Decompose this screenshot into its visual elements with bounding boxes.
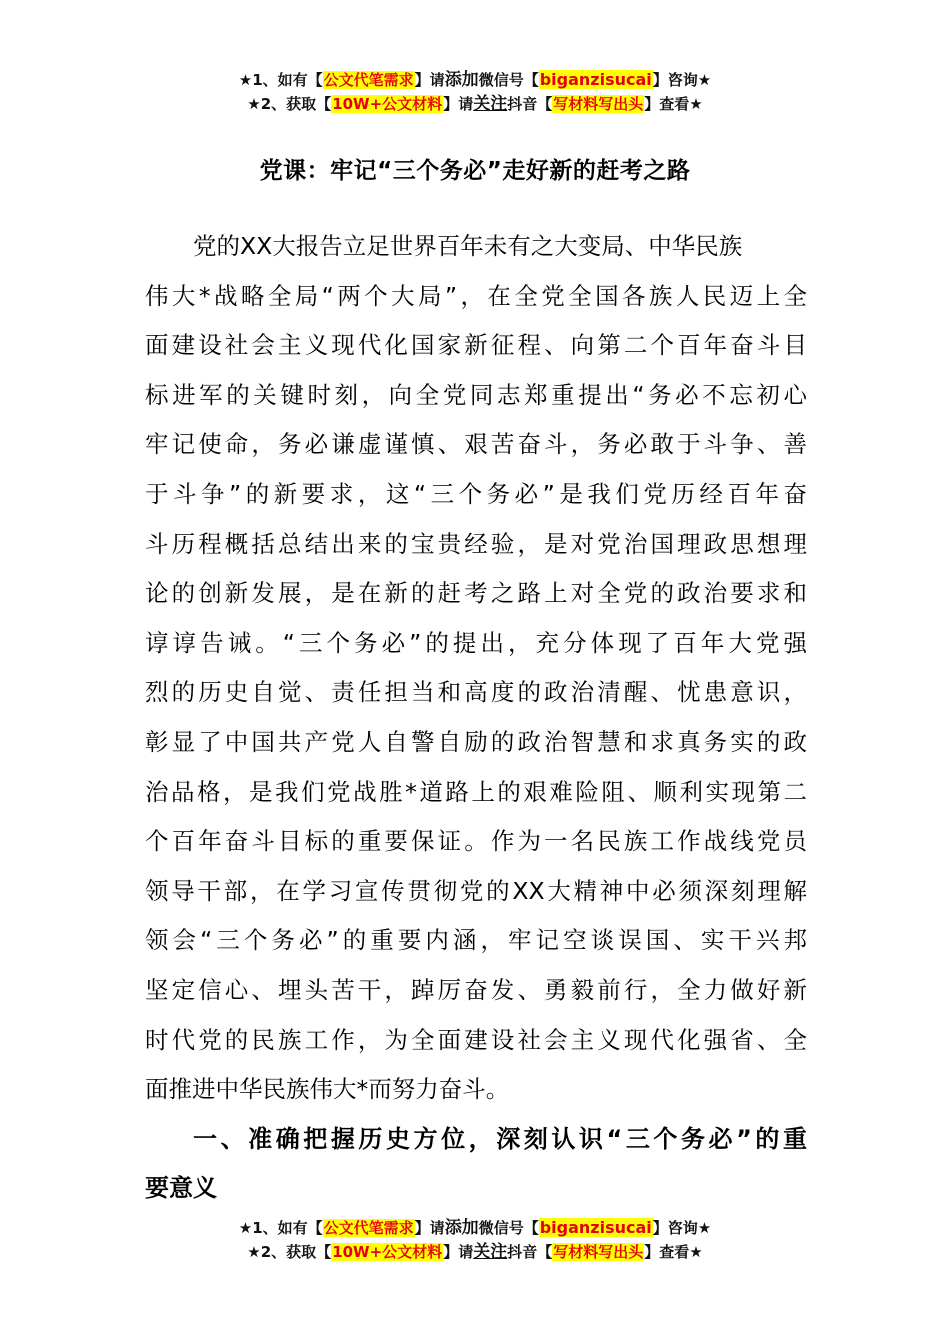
banner-text: ★2、获取【 <box>247 95 332 113</box>
paragraph-line: 牢记使命，务必谦虚谨慎、艰苦奋斗，务必敢于斗争、善 <box>145 430 807 459</box>
banner-text: ★2、获取【 <box>247 1243 332 1261</box>
banner-text: ★1、如有【 <box>238 1219 323 1237</box>
banner-text: 抖音【 <box>507 1243 553 1261</box>
highlight-materials: 10W+公文材料 <box>332 1243 443 1261</box>
paragraph-line: 面推进中华民族伟大*而努力奋斗。 <box>145 1075 510 1104</box>
banner-keyword: 添加 <box>444 70 479 90</box>
paragraph-line: 党的XX大报告立足世界百年未有之大变局、中华民族 <box>193 232 743 260</box>
paragraph-line: 个百年奋斗目标的重要保证。作为一名民族工作战线党员 <box>145 827 807 856</box>
paragraph-line: 治品格，是我们党战胜*道路上的艰难险阻、顺利实现第二 <box>145 777 807 806</box>
section-heading: 一、准确把握历史方位，深刻认识“三个务必”的重 <box>193 1124 807 1153</box>
paragraph-line: 于斗争”的新要求，这“三个务必”是我们党历经百年奋 <box>145 479 807 508</box>
banner-line-1 <box>0 68 950 92</box>
document-title: 党课：牢记“三个务必”走好新的赶考之路 <box>259 158 691 184</box>
highlight-wechat-id: biganzisucai <box>539 70 652 89</box>
banner-line-2 <box>0 1240 950 1264</box>
paragraph-line: 标进军的关键时刻，向全党同志郑重提出“务必不忘初心 <box>145 380 807 409</box>
banner-text: 】咨询★ <box>652 1219 712 1237</box>
banner-text: 抖音【 <box>507 95 553 113</box>
header-banner <box>0 68 950 116</box>
highlight-wechat-id: biganzisucai <box>539 1218 652 1237</box>
banner-keyword: 添加 <box>444 1218 479 1238</box>
paragraph-line: 论的创新发展，是在新的赶考之路上对全党的政治要求和 <box>145 579 807 608</box>
document-body <box>145 222 807 1214</box>
paragraph-line: 伟大*战略全局“两个大局”，在全党全国各族人民迈上全 <box>145 281 807 310</box>
highlight-douyin: 写材料写出头 <box>553 1243 644 1261</box>
banner-text: 】请 <box>443 95 474 113</box>
banner-line-2 <box>0 92 950 116</box>
banner-text: 】查看★ <box>644 95 703 113</box>
banner-keyword: 关注 <box>473 94 508 114</box>
highlight-materials: 10W+公文材料 <box>332 95 443 113</box>
paragraph-line: 烈的历史自觉、责任担当和高度的政治清醒、忧患意识， <box>145 678 807 707</box>
banner-text: 微信号【 <box>478 1219 539 1237</box>
banner-text: 】请 <box>414 71 445 89</box>
banner-text: 微信号【 <box>478 71 539 89</box>
highlight-douyin: 写材料写出头 <box>553 95 644 113</box>
paragraph-line: 彰显了中国共产党人自警自励的政治智慧和求真务实的政 <box>145 727 807 756</box>
banner-text: 】请 <box>443 1243 474 1261</box>
banner-line-1 <box>0 1216 950 1240</box>
paragraph-line: 谆谆告诫。“三个务必”的提出，充分体现了百年大党强 <box>145 628 807 657</box>
paragraph-line: 坚定信心、埋头苦干，踔厉奋发、勇毅前行，全力做好新 <box>145 975 807 1004</box>
banner-keyword: 关注 <box>473 1242 508 1262</box>
highlight-service: 公文代笔需求 <box>323 71 414 89</box>
banner-text: ★1、如有【 <box>238 71 323 89</box>
paragraph-line: 领会“三个务必”的重要内涵，牢记空谈误国、实干兴邦 <box>145 926 807 955</box>
paragraph-line: 斗历程概括总结出来的宝贵经验，是对党治国理政思想理 <box>145 529 807 558</box>
paragraph-line: 时代党的民族工作，为全面建设社会主义现代化强省、全 <box>145 1025 807 1054</box>
section-heading: 要意义 <box>145 1174 217 1203</box>
paragraph-line: 面建设社会主义现代化国家新征程、向第二个百年奋斗目 <box>145 331 807 360</box>
banner-text: 】咨询★ <box>652 71 712 89</box>
banner-text: 】查看★ <box>644 1243 703 1261</box>
highlight-service: 公文代笔需求 <box>323 1219 414 1237</box>
footer-banner <box>0 1216 950 1264</box>
banner-text: 】请 <box>414 1219 445 1237</box>
paragraph-line: 领导干部，在学习宣传贯彻党的XX大精神中必须深刻理解 <box>145 876 807 905</box>
